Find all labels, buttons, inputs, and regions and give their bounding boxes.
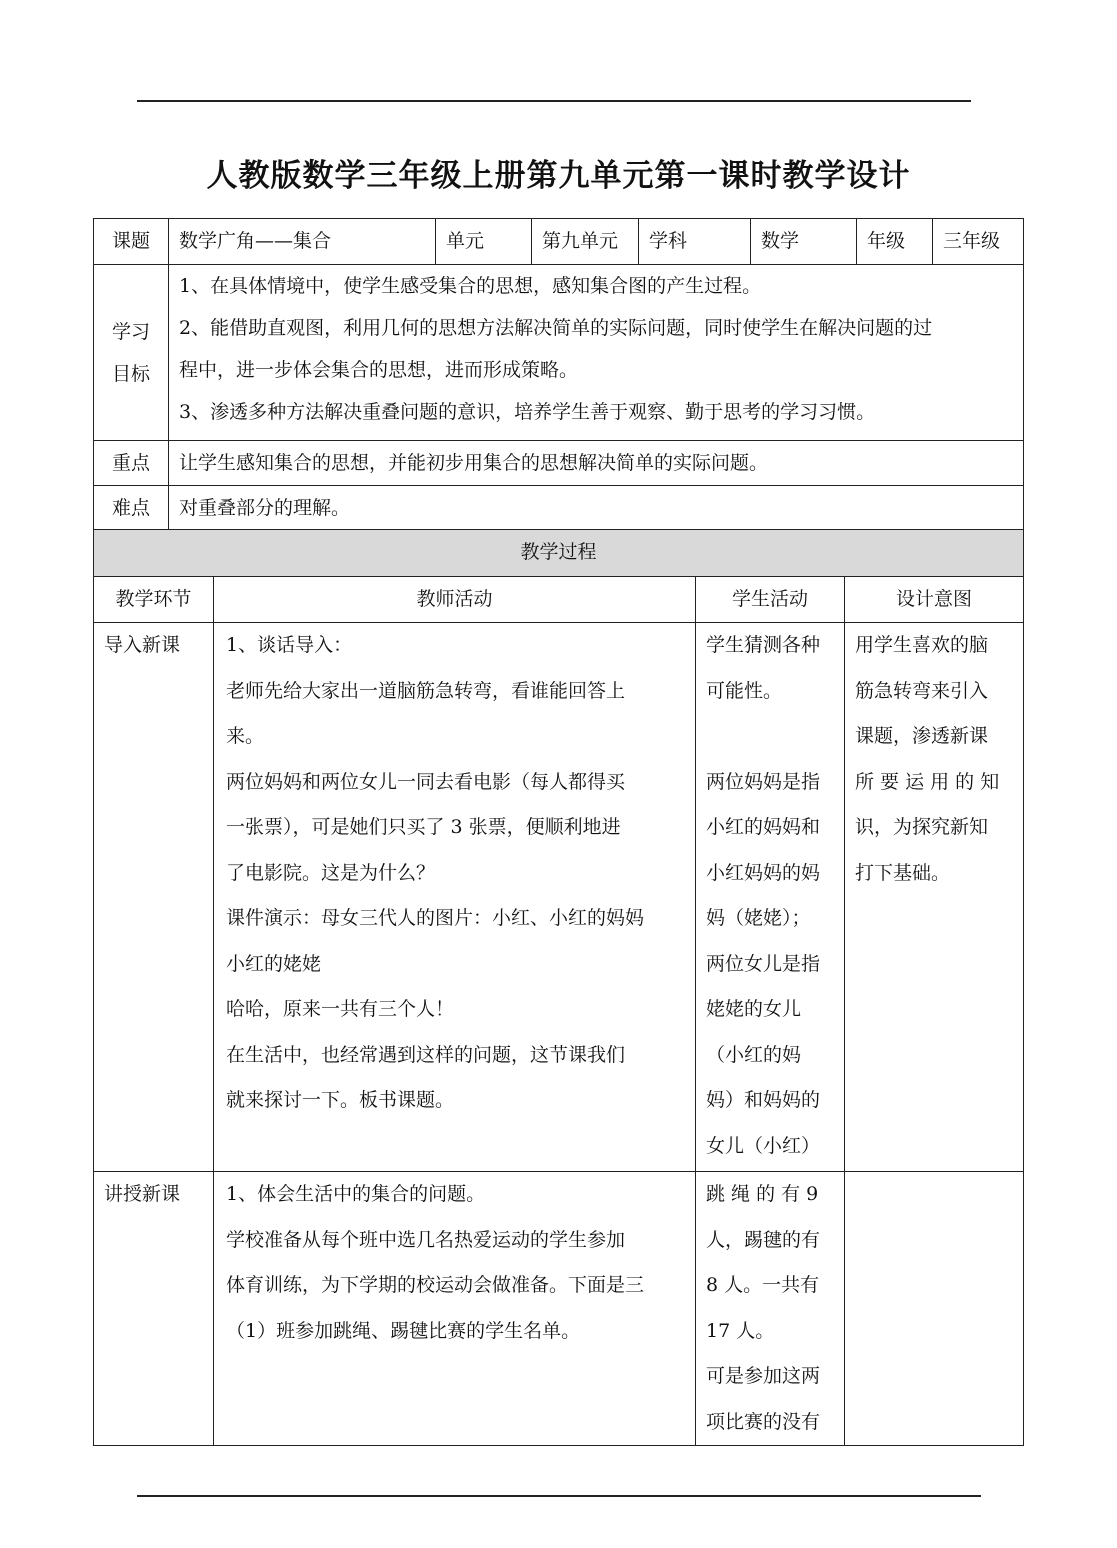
teacher-line: （1）班参加跳绳、踢毽比赛的学生名单。 xyxy=(226,1319,581,1342)
design-intent xyxy=(845,623,1024,1172)
unit-label: 单元 xyxy=(436,219,532,265)
objective-line: 2、能借助直观图，利用几何的思想方法解决简单的实际问题，同时使学生在解决问题的过 xyxy=(179,317,933,339)
objectives-label xyxy=(94,265,169,441)
student-line: 17 人。 xyxy=(706,1319,775,1342)
student-line: 姥姥的女儿 xyxy=(706,998,802,1020)
objective-line: 1、在具体情境中，使学生感受集合的思想，感知集合图的产生过程。 xyxy=(179,275,762,297)
student-line: 学生猜测各种 xyxy=(706,634,821,656)
subject-label: 学科 xyxy=(639,219,751,265)
teacher-line: 两位妈妈和两位女儿一同去看电影（每人都得买 xyxy=(226,770,626,793)
intent-line: 筋急转弯来引入 xyxy=(855,679,989,702)
design-intent xyxy=(845,1172,1024,1446)
stage-cell: 讲授新课 xyxy=(94,1172,214,1446)
student-line: 人，踢毽的有 xyxy=(706,1228,821,1251)
subject-value: 数学 xyxy=(751,219,857,265)
intent-line: 用学生喜欢的脑 xyxy=(855,634,989,656)
teacher-line: 哈哈，原来一共有三个人！ xyxy=(226,998,455,1020)
grade-label: 年级 xyxy=(857,219,933,265)
header-intent: 设计意图 xyxy=(845,576,1024,623)
difficulty-value: 对重叠部分的理解。 xyxy=(169,486,1024,531)
teacher-line: 就来探讨一下。板书课题。 xyxy=(226,1089,455,1111)
objective-line: 3、渗透多种方法解决重叠问题的意识，培养学生善于观察、勤于思考的学习习惯。 xyxy=(179,401,876,423)
teacher-activity xyxy=(214,1172,696,1446)
student-line: 女儿（小红） xyxy=(706,1134,821,1157)
key-point-label: 重点 xyxy=(94,441,169,486)
student-line: 跳 绳 的 有 9 xyxy=(706,1183,819,1205)
footer-rule xyxy=(137,1495,981,1497)
document-title: 人教版数学三年级上册第九单元第一课时教学设计 xyxy=(206,158,911,194)
teacher-activity xyxy=(214,623,696,1172)
unit-value: 第九单元 xyxy=(532,219,639,265)
student-activity xyxy=(696,1172,845,1446)
student-line: 可是参加这两 xyxy=(706,1365,821,1387)
student-line: 可能性。 xyxy=(706,679,783,702)
student-line: 小红的妈妈和 xyxy=(706,816,821,838)
student-line: 妈（姥姥）； xyxy=(706,907,811,929)
intent-line: 课题，渗透新课 xyxy=(855,725,989,747)
topic-label: 课题 xyxy=(94,219,169,265)
teacher-line: 课件演示：母女三代人的图片：小红、小红的妈妈 xyxy=(226,907,645,929)
difficulty-label: 难点 xyxy=(94,486,169,531)
teacher-line: 小红的姥姥 xyxy=(226,952,322,975)
header-stage: 教学环节 xyxy=(94,576,214,623)
objective-line: 程中，进一步体会集合的思想，进而形成策略。 xyxy=(179,359,579,381)
teacher-line: 在生活中，也经常遇到这样的问题，这节课我们 xyxy=(226,1043,626,1066)
student-activity xyxy=(696,623,845,1172)
teacher-line: 体育训练，为下学期的校运动会做准备。下面是三 xyxy=(226,1274,645,1296)
header-rule xyxy=(137,100,971,102)
teacher-line: 老师先给大家出一道脑筋急转弯，看谁能回答上 xyxy=(226,679,626,702)
intent-line: 所 要 运 用 的 知 xyxy=(855,770,1000,793)
teacher-line: 1、体会生活中的集合的问题。 xyxy=(226,1183,486,1205)
student-line: 妈）和妈妈的 xyxy=(706,1089,821,1111)
stage-cell: 导入新课 xyxy=(94,623,214,1172)
teacher-line: 学校准备从每个班中选几名热爱运动的学生参加 xyxy=(226,1228,626,1251)
process-table xyxy=(93,529,1024,1446)
student-line: （小红的妈 xyxy=(706,1043,802,1066)
table-row xyxy=(94,1172,1024,1446)
teacher-line: 来。 xyxy=(226,725,265,747)
info-table xyxy=(93,218,1024,531)
objectives-content xyxy=(169,265,1024,441)
header-student: 学生活动 xyxy=(696,576,845,623)
key-point-value: 让学生感知集合的思想，并能初步用集合的思想解决简单的实际问题。 xyxy=(169,441,1024,486)
topic-value: 数学广角——集合 xyxy=(169,219,436,265)
student-line: 8 人。一共有 xyxy=(706,1274,820,1296)
teacher-line: 一张票），可是她们只买了 3 张票，便顺利地进 xyxy=(226,816,621,838)
teacher-line: 1、谈话导入： xyxy=(226,634,353,656)
table-row xyxy=(94,623,1024,1172)
intent-line: 打下基础。 xyxy=(855,861,951,884)
intent-line: 识，为探究新知 xyxy=(855,816,989,838)
student-spacer xyxy=(706,714,834,760)
process-heading: 教学过程 xyxy=(94,530,1024,577)
student-line: 两位女儿是指 xyxy=(706,952,821,975)
student-line: 小红妈妈的妈 xyxy=(706,861,821,884)
grade-value: 三年级 xyxy=(933,219,1024,265)
teacher-line: 了电影院。这是为什么？ xyxy=(226,861,436,884)
header-teacher: 教师活动 xyxy=(214,576,696,623)
student-line: 项比赛的没有 xyxy=(706,1410,821,1433)
student-line: 两位妈妈是指 xyxy=(706,770,821,793)
objectives-label-text: 学习 目标 xyxy=(111,320,150,385)
